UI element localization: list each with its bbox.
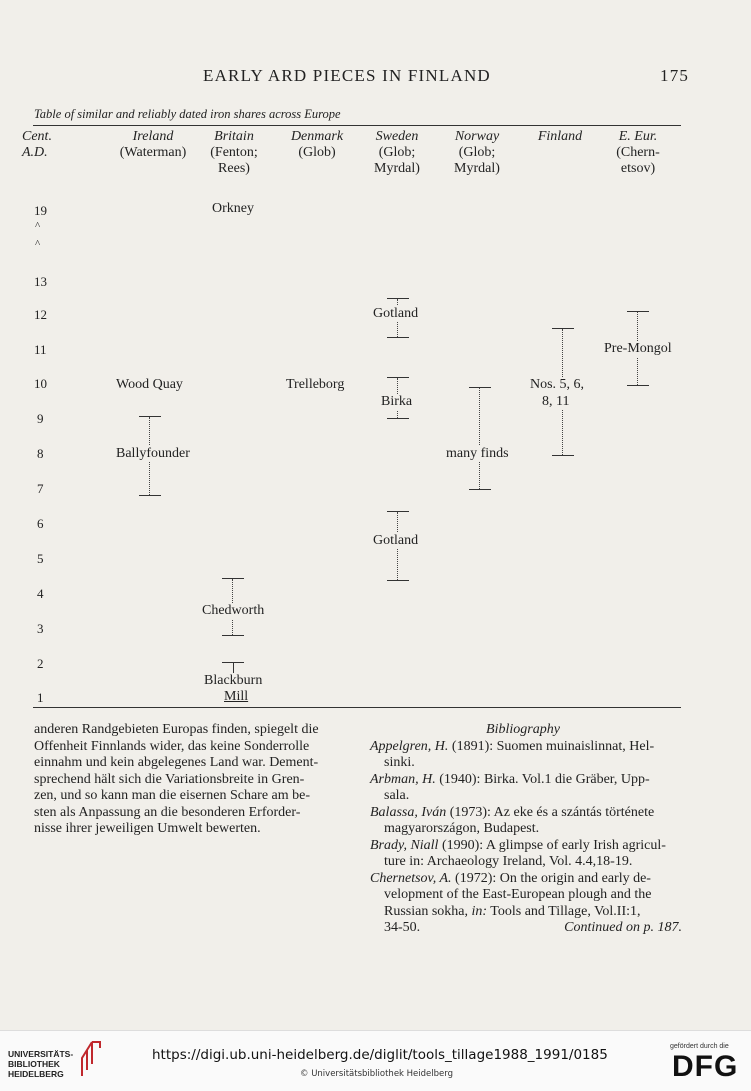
entry-birka: Birka — [381, 394, 413, 409]
entry-wood-quay: Wood Quay — [116, 377, 183, 392]
range-bracket — [469, 387, 491, 490]
bibliography-title: Bibliography — [486, 722, 560, 737]
century-label: ^ — [35, 238, 41, 250]
table-caption: Table of similar and reliably dated iron shares across Europe — [34, 107, 341, 121]
page-number: 175 — [660, 66, 690, 85]
century-label: 5 — [37, 551, 44, 566]
entry-trelleborg: Trelleborg — [286, 377, 345, 392]
entry-chedworth: Chedworth — [202, 603, 265, 618]
digital-url-link[interactable]: https://digi.ub.uni-heidelberg.de/diglit/tools_tillage1988_1991/0185 — [152, 1047, 608, 1063]
col-ireland: Ireland (Waterman) — [119, 129, 187, 160]
century-label: 11 — [34, 342, 47, 357]
century-label: 19 — [34, 203, 47, 218]
entry-finland-nos-cont: 8, 11 — [542, 394, 570, 409]
col-norway: Norway (Glob; Myrdal) — [454, 129, 500, 176]
century-label: 10 — [34, 376, 47, 391]
col-sweden: Sweden (Glob; Myrdal) — [374, 129, 420, 176]
entry-many-finds: many finds — [446, 446, 509, 461]
table-bottom-rule — [33, 707, 681, 708]
entry-gotland-lower: Gotland — [373, 533, 419, 548]
dfg-logo: DFG — [672, 1050, 739, 1083]
continued-note: Continued on p. 187. — [564, 920, 682, 935]
range-stem — [233, 662, 234, 673]
library-name: UNIVERSITÄTS- BIBLIOTHEK HEIDELBERG — [8, 1049, 74, 1079]
col-e-eur: E. Eur. (Chern- etsov) — [616, 129, 660, 176]
bib-entry: Appelgren, H. (1891): Suomen muinaislinnat, Hel- sinki. — [370, 738, 655, 770]
col-cent: Cent. A.D. — [22, 129, 52, 160]
entry-orkney: Orkney — [212, 201, 254, 216]
bib-entry: Brady, Niall (1990): A glimpse of early Irish agricul- ture in: Archaeology Ireland, Vol. 4.4,18-19. — [370, 837, 666, 869]
dfg-caption: gefördert durch die — [670, 1043, 729, 1050]
table-top-rule — [33, 125, 681, 126]
century-label: 2 — [37, 656, 44, 671]
running-head: EARLY ARD PIECES IN FINLAND — [203, 66, 491, 85]
century-label: 1 — [37, 690, 44, 705]
library-logo-icon — [78, 1040, 102, 1078]
col-britain: Britain (Fenton; Rees) — [210, 129, 258, 176]
col-finland: Finland — [537, 129, 583, 144]
bib-entry: Balassa, Iván (1973): Az eke és a szántás története magyarországon, Budapest. — [370, 804, 655, 836]
entry-pre-mongol: Pre-Mongol — [604, 341, 672, 356]
entry-blackburn-mill: Mill — [224, 689, 249, 704]
body-paragraph: anderen Randgebieten Europas finden, spiegelt die Offenheit Finnlands wider, das keine Sonderrolle einnahm und kein abgelegenes Land war. Dement- sprechend hält sich die Variationsbreite in Gren- zen, und so kann man die eisernen Schare am be- sten als Anpassung an die besonderen Erforder- nisse ihrer jeweiligen Umwelt bewerten. — [34, 722, 319, 836]
century-label: 8 — [37, 446, 44, 461]
century-label: ^ — [35, 220, 41, 232]
century-label: 12 — [34, 307, 47, 322]
century-label: 4 — [37, 586, 44, 601]
century-label: 6 — [37, 516, 44, 531]
century-label: 3 — [37, 621, 44, 636]
century-label: 13 — [34, 274, 47, 289]
bib-entry: Arbman, H. (1940): Birka. Vol.1 die Gräber, Upp- sala. — [370, 771, 650, 803]
entry-ballyfounder: Ballyfounder — [116, 446, 190, 461]
century-label: 9 — [37, 411, 44, 426]
copyright: © Universitätsbibliothek Heidelberg — [300, 1069, 454, 1079]
bib-entry: Chernetsov, A. (1972): On the origin and early de- velopment of the East-European plough and the Russian sokha, in: Tools and Tillage, Vol.II:1, 34-50. Continued on p. 187. — [370, 870, 682, 935]
entry-gotland-upper: Gotland — [373, 306, 419, 321]
bibliography — [370, 722, 682, 937]
entry-blackburn: Blackburn — [204, 673, 263, 688]
col-denmark: Denmark (Glob) — [290, 129, 344, 160]
century-label: 7 — [37, 481, 44, 496]
entry-finland-nos: Nos. 5, 6, — [530, 377, 585, 392]
